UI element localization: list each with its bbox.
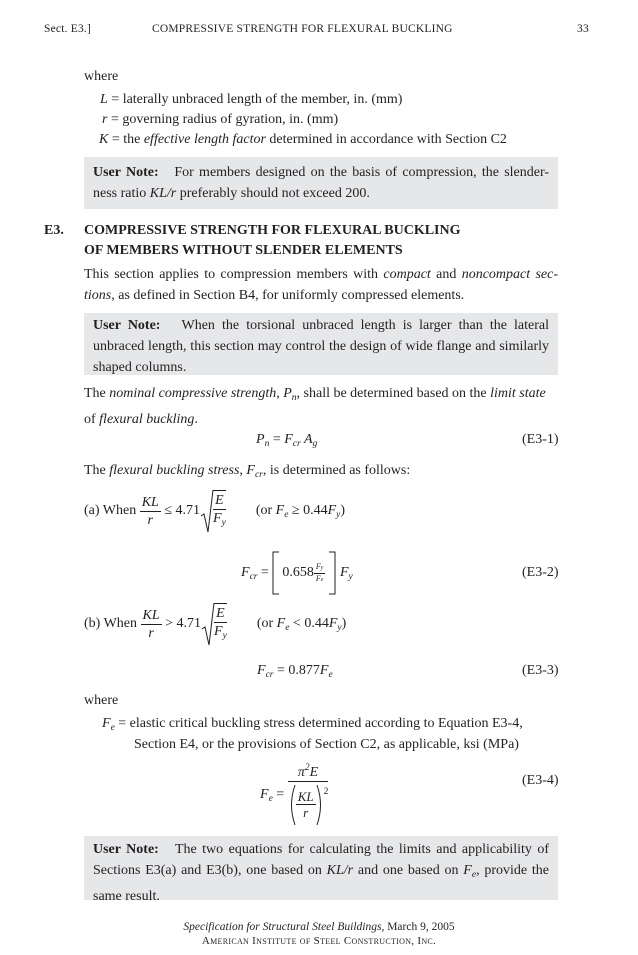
user-note-1 [84, 157, 558, 209]
footer-line2 [0, 935, 638, 947]
case-a-condition: (a) When $\frac{KL}{r}$ ≤ 4.71 $\frac{E}{F_y}$ (or $F_e \ge 0.44F_y$) [84, 486, 345, 536]
paragraph-text: , is determined as follows: [262, 463, 411, 478]
paragraph-italic: flexural buckling [99, 412, 195, 427]
footer-publisher: American Institute of Steel Construction, Inc. [201, 935, 437, 947]
Fe-symbol: $F_e$ [463, 863, 477, 880]
def-text: = laterally unbraced length of the member, in. (mm) [111, 92, 403, 107]
running-header-title: COMPRESSIVE STRENGTH FOR FLEXURAL BUCKLING [152, 23, 453, 35]
section-number: E3. [44, 223, 64, 238]
case-b-condition: (b) When $\frac{KL}{r}$ > 4.71 $\frac{E}{F_y}$ (or $F_e < 0.44F_y$) [84, 599, 346, 649]
running-header-section: Sect. E3.] [44, 23, 92, 35]
user-note-text: For members designed on the basis of compression, the slender-ness ratio [93, 165, 549, 201]
paragraph-text: , as defined in Section B4, for uniformly compressed elements. [111, 288, 465, 303]
user-note-text: preferably should not exceed 200. [176, 186, 370, 201]
where-label: where [84, 69, 119, 84]
user-note-3 [84, 836, 558, 904]
right-paren-icon [316, 784, 324, 826]
def-symbol: r [102, 112, 108, 127]
equation-e3-3: $F_{cr} = 0.877F_e$ [257, 663, 333, 680]
slenderness-fraction: $\frac{KL}{r}$ [141, 494, 159, 528]
def-r [102, 109, 338, 130]
Pn-symbol: $P_n$ [283, 386, 297, 403]
user-note-italic: KL/r [149, 186, 177, 201]
equation-e3-4: $F_e$ = $\pi^2E$ $\frac{KL}{r}$ 2 [260, 760, 328, 830]
section-title-line2: OF MEMBERS WITHOUT SLENDER ELEMENTS [84, 243, 403, 258]
right-bracket-icon [328, 551, 336, 595]
case-b-label: (b) When [84, 616, 137, 631]
paragraph-text: , [276, 386, 284, 401]
nominal-strength-paragraph [84, 383, 558, 430]
user-note-text: The two equations for calculating the limits and applicability of Sections E3(a) and E3(b), one based on [93, 842, 550, 878]
paragraph-italic: flexural buckling stress [109, 463, 240, 478]
Fe-definition-line1: $F_e$ = elastic critical buckling stress determined according to Equation E3-4, [102, 716, 523, 733]
radical-sign-icon [201, 601, 215, 647]
slenderness-fraction: $\frac{KL}{r}$ [142, 607, 160, 641]
user-note-2 [84, 313, 558, 375]
Fcr-symbol: $F_{cr}$ [246, 463, 263, 480]
section-paragraph [84, 264, 558, 306]
equation-number-e3-2: (E3-2) [522, 565, 559, 580]
modulus-fraction: $\frac{E}{F_y}$ [214, 603, 227, 645]
user-note-label: User Note: [93, 318, 161, 333]
def-symbol: L [100, 92, 108, 107]
modulus-fraction: $\frac{E}{F_y}$ [213, 490, 226, 532]
paragraph-text: The [84, 463, 110, 478]
def-text: determined in accordance with Section C2 [265, 132, 507, 147]
paragraph-text: The [84, 386, 110, 401]
equation-number-e3-4: (E3-4) [522, 773, 559, 788]
definition-text: = elastic critical buckling stress determined according to Equation E3-4, [118, 716, 523, 731]
page-number: 33 [577, 23, 589, 35]
euler-fraction: $\pi^2E$ $\frac{KL}{r}$ 2 [288, 760, 329, 831]
paragraph-text: This section applies to compression members with [84, 267, 384, 282]
paragraph-text: and [430, 267, 462, 282]
paragraph-text: . [194, 412, 198, 427]
coefficient: 4.71 [175, 503, 201, 518]
def-symbol: K [99, 132, 109, 147]
radical-sign-icon [200, 488, 214, 534]
user-note-text: , provide the same result. [93, 863, 549, 904]
equation-number-e3-3: (E3-3) [522, 663, 559, 678]
paragraph-italic: limit state [490, 386, 546, 401]
def-italic-term: effective length factor [143, 132, 266, 147]
footer-title: Specification for Structural Steel Buildings, [183, 921, 385, 933]
left-bracket-icon [272, 551, 280, 595]
case-b-alt: (or $F_e < 0.44F_y$) [256, 615, 347, 633]
left-paren-icon [288, 784, 296, 826]
def-L [100, 89, 402, 110]
footer-line1 [0, 921, 638, 933]
def-K [99, 129, 507, 150]
exponent-fraction: $\frac{Fy}{Fe}$ [315, 561, 324, 583]
user-note-text: and one based on [353, 863, 464, 878]
equation-number-e3-1: (E3-1) [522, 432, 559, 447]
paragraph-italic: noncompact sec-tions [84, 267, 559, 303]
paragraph-text: of [84, 412, 100, 427]
user-note-italic: KL/r [326, 863, 354, 878]
paragraph-italic: nominal compressive strength [109, 386, 277, 401]
equation-e3-2: $F_{cr}$ = 0.658 $\frac{Fy}{Fe}$ $F_y$ [241, 550, 353, 596]
user-note-text: When the torsional unbraced length is larger than the lateral unbraced length, this section may control the design of wide flange and similarly shaped columns. [93, 318, 549, 375]
section-title-line1: COMPRESSIVE STRENGTH FOR FLEXURAL BUCKLING [84, 223, 461, 238]
Fe-definition-line2: Section E4, or the provisions of Section C2, as applicable, ksi (MPa) [134, 737, 519, 752]
flexural-buckling-paragraph [84, 460, 410, 486]
user-note-label: User Note: [93, 165, 159, 180]
footer-date: March 9, 2005 [384, 921, 455, 933]
case-a-alt: (or $F_e \ge 0.44F_y$) [255, 502, 346, 520]
def-text: = governing radius of gyration, in. (mm) [110, 112, 339, 127]
where-label-2: where [84, 693, 119, 708]
def-text: = the [111, 132, 144, 147]
paragraph-text: , [239, 463, 247, 478]
case-a-label: (a) When [84, 503, 137, 518]
user-note-label: User Note: [93, 842, 159, 857]
paragraph-text: , shall be determined based on the [296, 386, 491, 401]
coefficient: 4.71 [176, 616, 202, 631]
paragraph-italic: compact [383, 267, 431, 282]
equation-e3-1: $P_n = F_{cr}$ $A_g$ [256, 432, 318, 449]
base-number: 0.658 [282, 565, 314, 580]
